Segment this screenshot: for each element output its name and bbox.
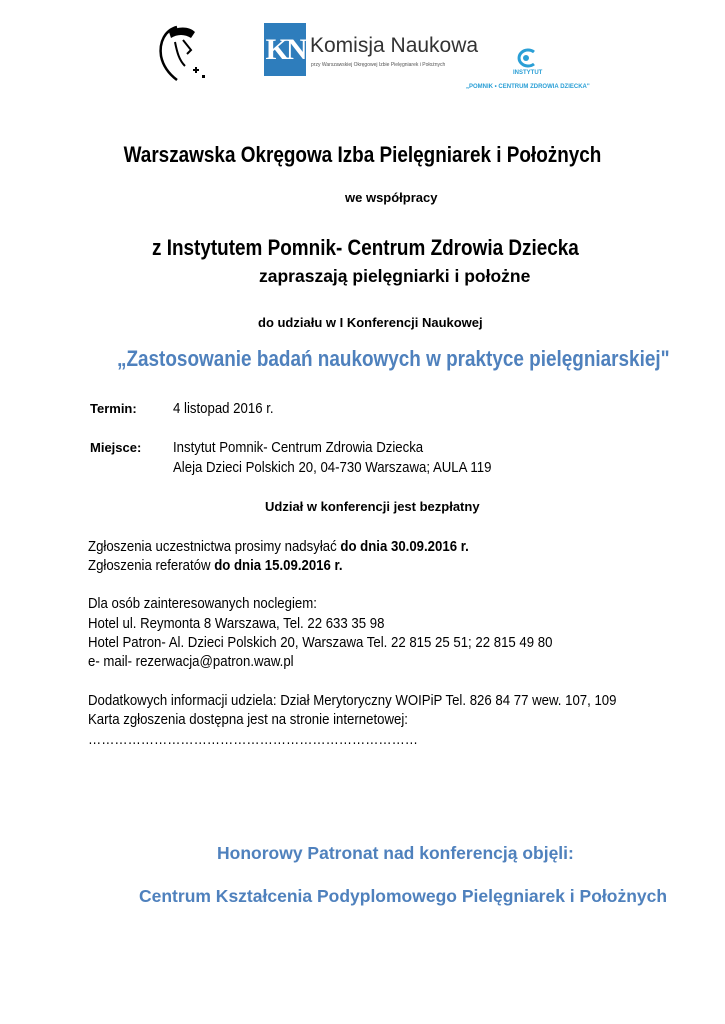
institute-logo-line2: „POMNIK • CENTRUM ZDROWIA DZIECKA" xyxy=(466,84,590,90)
institute-eye-icon xyxy=(512,48,542,68)
info-website-placeholder: ………………………………………………………………… xyxy=(88,731,418,748)
registration-papers-deadline: do dnia 15.09.2016 r. xyxy=(214,557,343,574)
kn-logo-title: Komisja Naukowa xyxy=(310,34,479,57)
organization-title: Warszawska Okręgowa Izba Pielęgniarek i Położnych xyxy=(123,142,602,167)
registration-papers-text: Zgłoszenia referatów xyxy=(88,557,215,574)
place-line-1: Instytut Pomnik- Centrum Zdrowia Dziecka xyxy=(173,439,424,456)
lodging-email: e- mail- rezerwacja@patron.waw.pl xyxy=(88,653,294,670)
nurse-icon xyxy=(155,22,210,84)
cooperation-text: we współpracy xyxy=(345,190,438,205)
patronage-patron: Centrum Kształcenia Podyplomowego Pielęgniarek i Położnych xyxy=(139,886,668,906)
partner-title: z Instytutem Pomnik- Centrum Zdrowia Dziecka xyxy=(152,235,579,260)
term-label: Termin: xyxy=(90,401,137,416)
conference-title: „Zastosowanie badań naukowych w praktyce pielęgniarskiej" xyxy=(117,346,670,371)
registration-participants-text: Zgłoszenia uczestnictwa prosimy nadsyłać xyxy=(88,538,341,555)
registration-papers xyxy=(88,557,343,574)
place-label: Miejsce: xyxy=(90,440,142,455)
lodging-intro: Dla osób zainteresowanych noclegiem: xyxy=(88,595,317,612)
info-contact: Dodatkowych informacji udziela: Dział Merytoryczny WOIPiP Tel. 826 84 77 wew. 107, 109 xyxy=(88,692,617,709)
invite-text: zapraszają pielęgniarki i położne xyxy=(259,266,531,286)
place-line-2: Aleja Dzieci Polskich 20, 04-730 Warszawa; AULA 119 xyxy=(173,459,492,476)
lodging-hotel-2: Hotel Patron- Al. Dzieci Polskich 20, Warszawa Tel. 22 815 25 51; 22 815 49 80 xyxy=(88,634,553,651)
kn-logo-subtitle: przy Warszawskiej Okręgowej Izbie Pielęgniarek i Położnych xyxy=(311,62,446,68)
registration-participants xyxy=(88,538,469,555)
kn-logo-mark: KN xyxy=(264,23,306,76)
registration-participants-deadline: do dnia 30.09.2016 r. xyxy=(340,538,469,555)
lodging-hotel-1: Hotel ul. Reymonta 8 Warszawa, Tel. 22 633 35 98 xyxy=(88,615,385,632)
free-admission-text: Udział w konferencji jest bezpłatny xyxy=(265,499,480,514)
participation-text: do udziału w I Konferencji Naukowej xyxy=(258,315,483,330)
nurse-logo xyxy=(155,22,210,84)
institute-logo-line1: INSTYTUT xyxy=(513,70,543,76)
patronage-heading: Honorowy Patronat nad konferencją objęli: xyxy=(217,843,574,863)
term-value: 4 listopad 2016 r. xyxy=(173,400,274,417)
info-registration-card: Karta zgłoszenia dostępna jest na stronie internetowej: xyxy=(88,711,408,728)
